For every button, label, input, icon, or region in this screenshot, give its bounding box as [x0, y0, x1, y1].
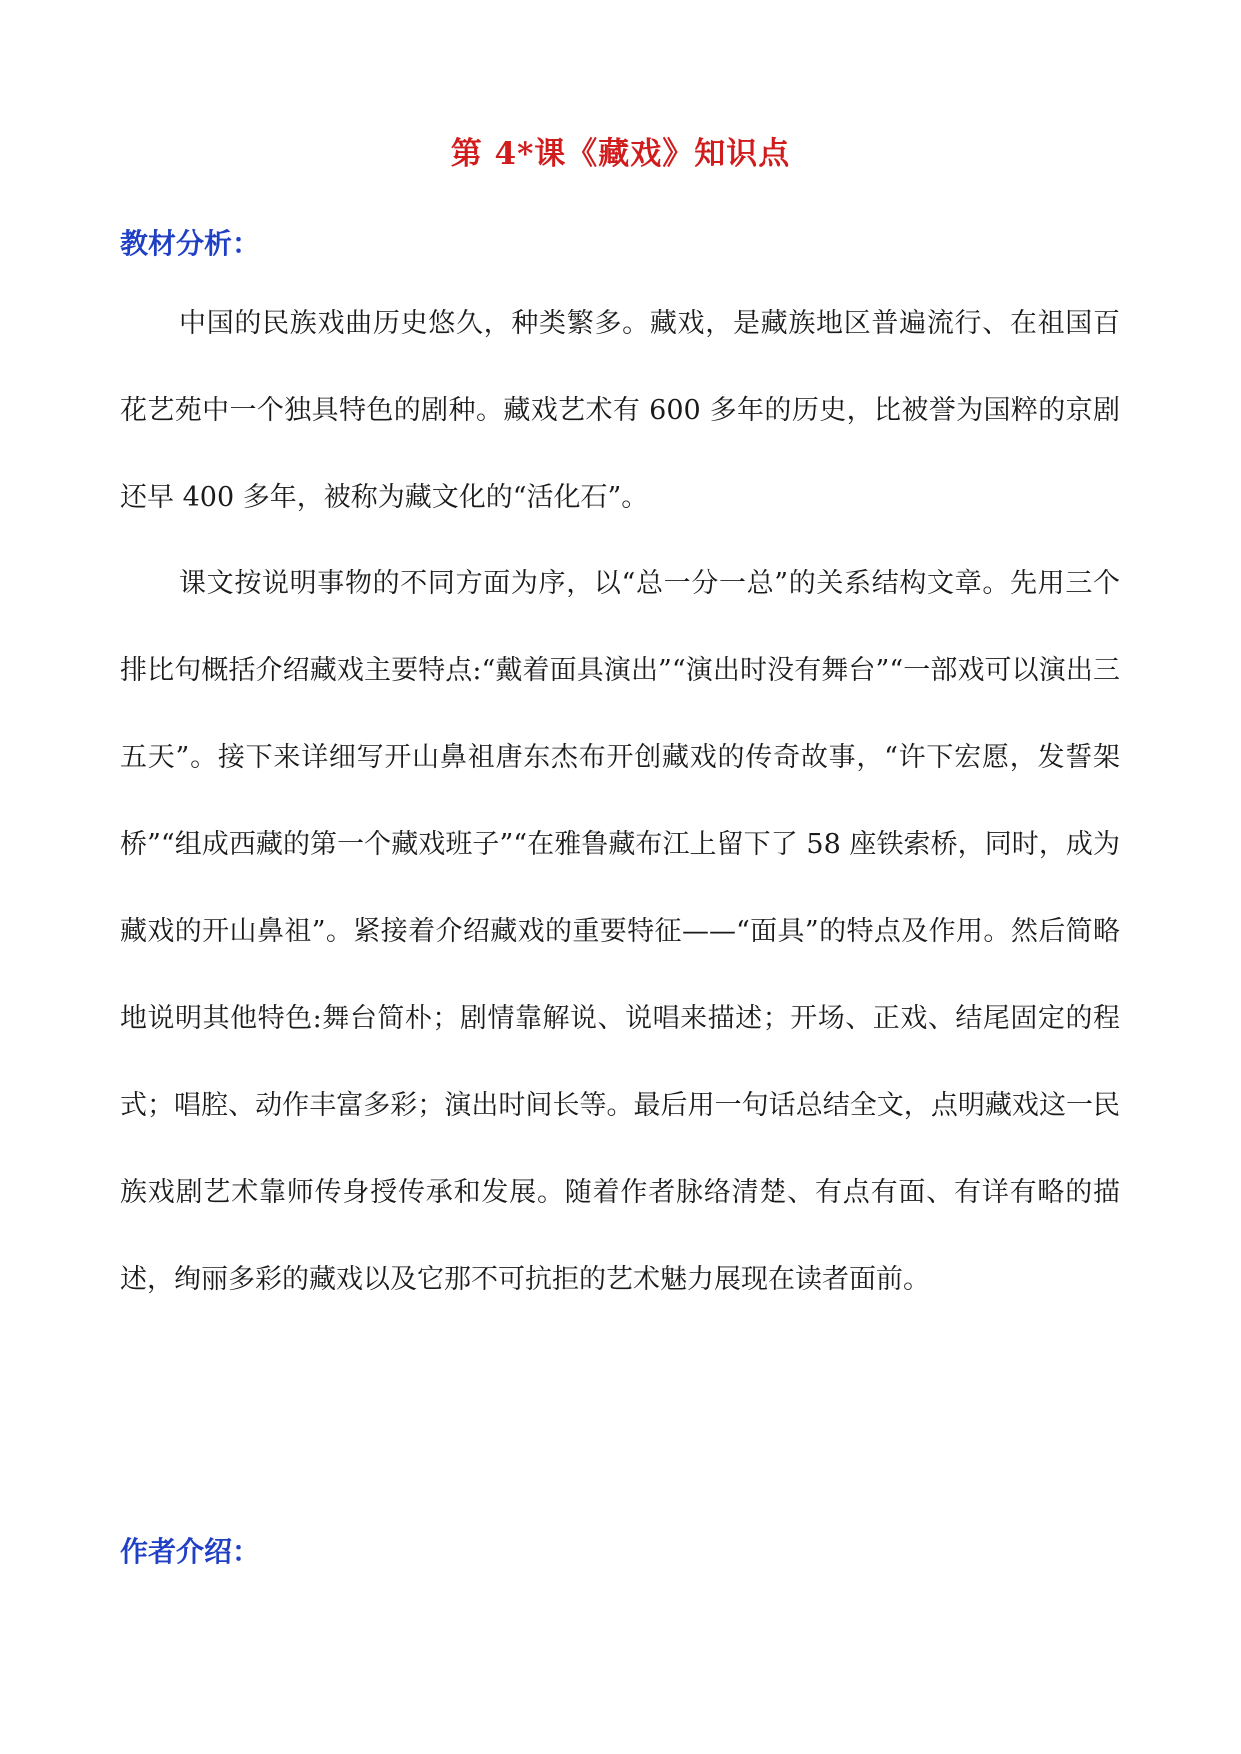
paragraph-structure: 课文按说明事物的不同方面为序，以“总一分一总”的关系结构文章。先用三个排比句概括介绍藏戏主要特点:“戴着面具演出”“演出时没有舞台”“一部戏可以演出三五天”。接下来详细写开山鼻祖唐东杰布开创藏戏的传奇故事，“许下宏愿，发誓架桥”“组成西藏的第一个藏戏班子”“在雅鲁藏布江上留下了 58 座铁索桥，同时，成为藏戏的开山鼻祖”。紧接着介绍藏戏的重要特征——“面具”的特点及作用。然后简略地说明其他特色:舞台简朴；剧情靠解说、说唱来描述；开场、正戏、结尾固定的程式；唱腔、动作丰富多彩；演出时间长等。最后用一句话总结全文，点明藏戏这一民族戏剧艺术靠师传身授传承和发展。随着作者脉络清楚、有点有面、有详有略的描述，绚丽多彩的藏戏以及它那不可抗拒的艺术魅力展现在读者面前。 — [120, 568, 1120, 1295]
paragraph-intro: 中国的民族戏曲历史悠久，种类繁多。藏戏，是藏族地区普遍流行、在祖国百花艺苑中一个独具特色的剧种。藏戏艺术有 600 多年的历史，比被誉为国粹的京剧还早 400 多年，被称为藏文化的“活化石”。 — [120, 308, 1120, 513]
document-title: 第 4*课《藏戏》知识点 — [450, 136, 791, 172]
section-heading-author-intro: 作者介绍： — [120, 1535, 261, 1568]
section-heading-textbook-analysis: 教材分析： — [120, 227, 261, 260]
